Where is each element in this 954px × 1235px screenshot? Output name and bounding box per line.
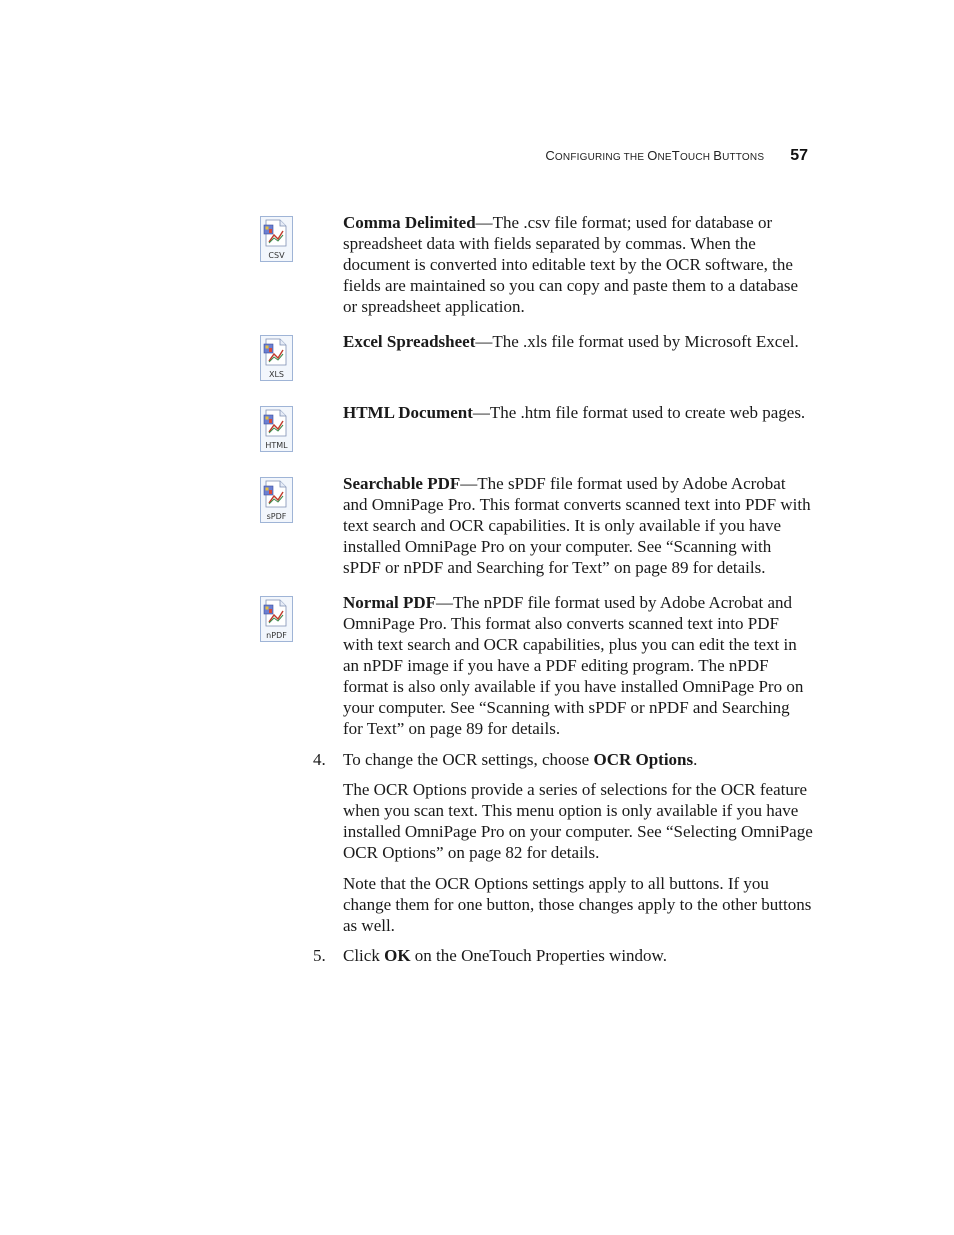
icon-label: XLS — [268, 370, 285, 379]
title-part: OUCH — [679, 152, 714, 163]
format-name: Searchable PDF — [343, 474, 461, 493]
ocr-note-paragraph: Note that the OCR Options settings apply to all buttons. If you change them for one button, those changes apply to the other buttons as well. — [343, 874, 812, 935]
title-part: UTTONS — [722, 152, 765, 163]
step-text — [343, 749, 813, 770]
step-number: 4. — [313, 750, 326, 769]
format-desc: —The .htm file format used to create web pages. — [472, 403, 806, 422]
icon-label: CSV — [268, 251, 285, 260]
icon-label: nPDF — [266, 631, 287, 640]
spdf-file-icon — [260, 477, 293, 523]
csv-file-icon — [260, 216, 293, 262]
page-number: 57 — [790, 147, 808, 164]
title-part: O — [647, 148, 658, 163]
step-text-pre: Click — [343, 946, 385, 965]
format-description — [343, 402, 813, 423]
step-number: 5. — [313, 946, 326, 965]
format-desc: —The nPDF file format used by Adobe Acrobat and OmniPage Pro. This format also converts scanned text into PDF with text search and OCR capabilities, plus you can edit the text in an nPDF image if you have a PDF editing program. The nPDF format is also only available if you have installed OmniPage Pro on your computer. See “Scanning with sPDF or nPDF and Searching for Text” on page 89 for details. — [343, 593, 804, 738]
format-name: Excel Spreadsheet — [343, 332, 476, 351]
format-desc: —The .xls file format used by Microsoft Excel. — [475, 332, 799, 351]
step-text-post: on the OneTouch Properties window. — [410, 946, 667, 965]
xls-file-icon — [260, 335, 293, 381]
chapter-title — [545, 148, 764, 163]
format-description — [343, 331, 813, 352]
title-part: NE — [657, 152, 672, 163]
icon-label: sPDF — [266, 512, 287, 521]
step-text-pre: To change the OCR settings, choose — [343, 750, 594, 769]
format-desc: —The .csv file format; used for database or spreadsheet data with fields separated by commas. When the document is converted into editable text by the OCR software, the fields are maintained so you can copy and paste them to a database or spreadsheet application. — [343, 213, 799, 316]
title-part: C — [545, 148, 555, 163]
html-file-icon — [260, 406, 293, 452]
format-name: Normal PDF — [343, 593, 437, 612]
format-description — [343, 212, 813, 317]
format-name: Comma Delimited — [343, 213, 476, 232]
title-part: T — [671, 148, 680, 163]
format-name: HTML Document — [343, 403, 473, 422]
title-part: ONFIGURING THE — [554, 152, 648, 163]
format-description — [343, 473, 813, 578]
step-text-bold: OCR Options — [593, 750, 694, 769]
format-description — [343, 592, 813, 739]
step-text — [343, 945, 813, 966]
step-text-post: . — [693, 750, 698, 769]
icon-label: HTML — [265, 441, 288, 450]
format-desc: —The sPDF file format used by Adobe Acrobat and OmniPage Pro. This format converts scanned text into PDF with text search and OCR capabilities. It is only available if you have installed OmniPage Pro on your computer. See “Scanning with sPDF or nPDF and Searching for Text” on page 89 for details. — [343, 474, 811, 577]
title-part: B — [713, 148, 723, 163]
step-text-bold: OK — [384, 946, 411, 965]
npdf-file-icon — [260, 596, 293, 642]
running-header — [545, 147, 808, 169]
ocr-options-paragraph: The OCR Options provide a series of selections for the OCR feature when you scan text. This menu option is only available if you have installed OmniPage Pro on your computer. See “Selecting OmniPage OCR Options” on page 82 for details. — [343, 780, 813, 862]
